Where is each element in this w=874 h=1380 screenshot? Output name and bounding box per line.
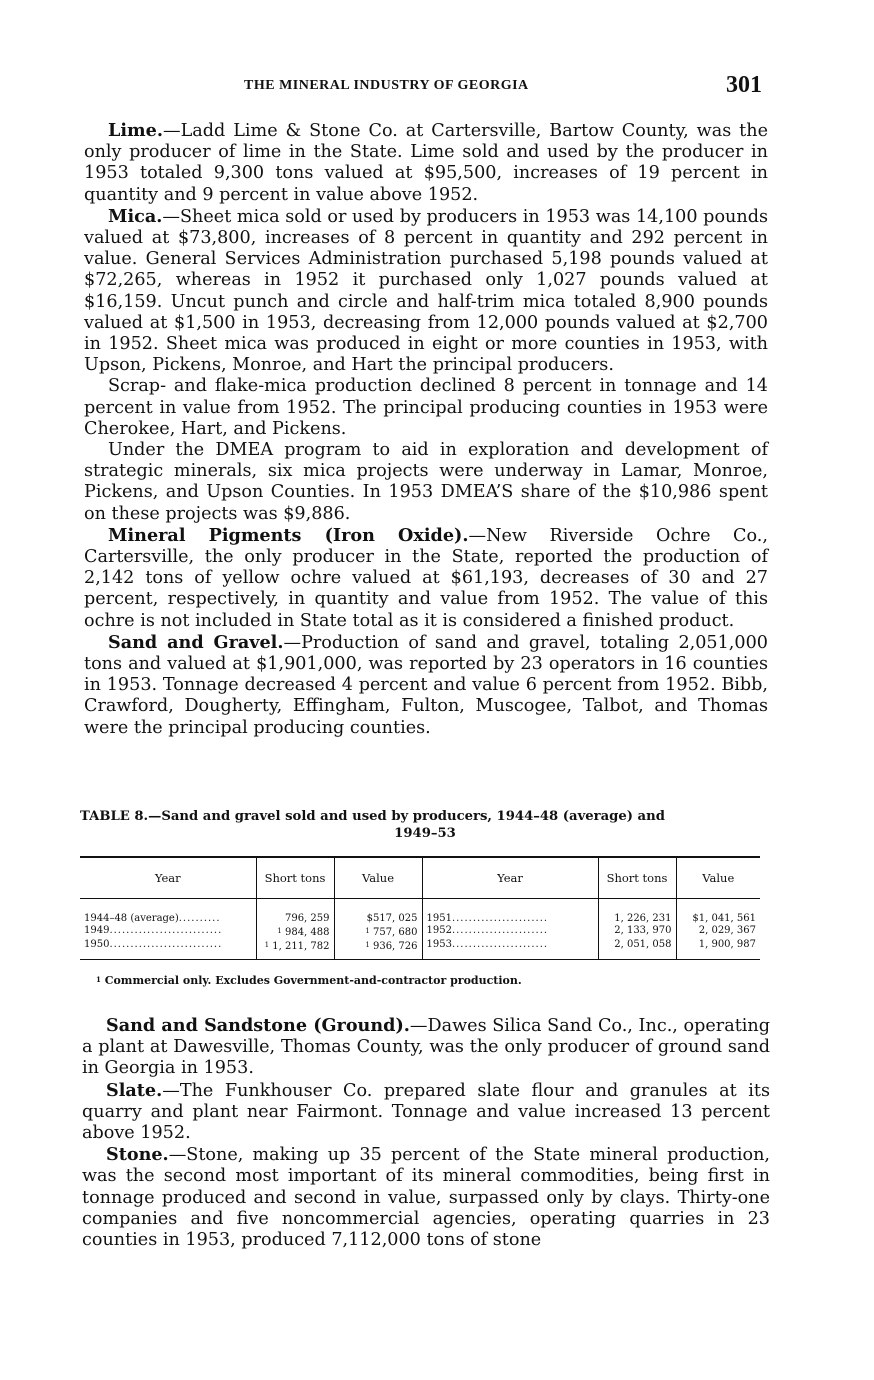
paragraph-mineral-pigments — [84, 525, 768, 632]
cell-year: 1949........................... — [80, 925, 256, 939]
cell-value: $^1$ 936, 726 — [334, 939, 422, 960]
heading-mica: Mica. — [108, 205, 163, 227]
footnote-mark: 1 — [264, 941, 270, 949]
paragraph-sand-sandstone — [82, 1015, 770, 1080]
heading-lime: Lime. — [108, 120, 163, 141]
header-year-right: Year — [422, 857, 598, 899]
cell-tons: 2, 051, 058 — [598, 939, 676, 960]
text-mica: —Sheet mica sold or used by producers in 1953 was 14,100 pounds valued at $73,800, increases of 8 percent in quantity and 292 percent in value. General Services Administration purchased 5,198 pounds valued at $72,265, whereas in 1952 it purchased only 1,027 pounds valued at $16,159. Uncut punch and circle and half-trim mica totaled 8,900 pounds valued at $1,500 in 1953, decreasing from 12,000 pounds valued at $2,700 in 1952. Sheet mica was produced in eight or more counties in 1953, with Upson, Pickens, Monroe, and Hart the principal producers. — [84, 206, 768, 376]
cell-tons: 2, 133, 970 — [598, 925, 676, 939]
heading-sand-gravel: Sand and Gravel. — [108, 631, 284, 653]
cell-year: 1950........................... — [80, 939, 256, 960]
sand-gravel-table — [80, 856, 760, 960]
page-header — [84, 72, 768, 106]
cell-value: $517, 025 — [334, 899, 422, 926]
table-footnote — [96, 974, 522, 987]
table-header-row — [80, 857, 760, 899]
cell-value: $1, 041, 561 — [692, 913, 756, 924]
heading-slate: Slate. — [106, 1079, 163, 1101]
footnote-mark: 1 — [277, 927, 282, 935]
paragraph-dmea: Under the DMEA program to aid in exploration and development of strategic minerals, six mica projects were underway in Lamar, Monroe, Pickens, and Upson Counties. In 1953 DMEA’S share of the $10,986 spent on these projects was $9,886. — [84, 440, 768, 524]
header-value-left: Value — [334, 857, 422, 899]
table-row — [80, 939, 760, 960]
paragraph-sand-gravel — [84, 632, 768, 739]
cell-tons: 796, 259 — [256, 899, 334, 926]
page-number: 301 — [726, 72, 762, 98]
heading-mineral-pigments: Mineral Pigments (Iron Oxide). — [108, 524, 469, 546]
footnote-text: Commercial only. Excludes Government-and-contractor production. — [104, 974, 522, 987]
table-caption — [80, 808, 770, 842]
heading-stone: Stone. — [106, 1144, 169, 1166]
table-caption-line2: 1949–53 — [394, 826, 456, 841]
paragraph-scrap-mica: Scrap- and flake-mica production declined 8 percent in tonnage and 14 percent in value from 1952. The principal producing counties in 1953 were Cherokee, Hart, and Pickens. — [84, 376, 768, 439]
cell-tons: 1, 226, 231 — [598, 899, 676, 926]
table-row — [80, 899, 760, 926]
text-stone: —Stone, making up 35 percent of the State mineral production, was the second most important of its mineral commodities, being first in tonnage produced and second in value, surpassed only by clays. Thirty-one companies and five noncommercial agencies, operating quarries in 23 counties in 1953, produced 7,112,000 tons of stone — [82, 1145, 770, 1251]
footnote-mark: 1 — [365, 941, 370, 949]
footnote-mark: 1 — [365, 927, 370, 935]
table-row — [80, 925, 760, 939]
paragraph-slate — [82, 1080, 770, 1145]
text-lime: —Ladd Lime & Stone Co. at Cartersville, Bartow County, was the only producer of lime in the State. Lime sold and used by the producer in 1953 totaled 9,300 tons valued at $95,500, increases of 19 percent in quantity and 9 percent in value above 1952. — [84, 121, 768, 205]
heading-sand-sandstone: Sand and Sandstone (Ground). — [106, 1015, 410, 1036]
cell-tons: $^1$ 984, 488 — [256, 925, 334, 939]
cell-year: 1944–48 (average).......... — [80, 899, 256, 926]
footnote-mark: 1 — [96, 975, 101, 984]
paragraph-mica — [84, 206, 768, 377]
header-value-right: Value — [676, 857, 760, 899]
cell-tons: $^1$ 1, 211, 782 — [256, 939, 334, 960]
cell-value: 1, 900, 987 — [676, 939, 760, 960]
cell-year: 1952....................... — [422, 925, 598, 939]
lower-text — [82, 1015, 770, 1251]
cell-year: 1951....................... — [422, 899, 598, 926]
main-text — [84, 120, 768, 739]
header-short-tons-right: Short tons — [598, 857, 676, 899]
text-mineral-pigments: —New Riverside Ochre Co., Cartersville, the only producer in the State, reported the production of 2,142 tons of yellow ochre valued at $61,193, decreases of 30 and 27 percent, respectively, in quantity and value from 1952. The value of this ochre is not included in State total as it is considered a finished product. — [84, 525, 768, 631]
header-short-tons-left: Short tons — [256, 857, 334, 899]
text-sand-gravel: —Production of sand and gravel, totaling 2,051,000 tons and valued at $1,901,000, was reported by 23 operators in 16 counties in 1953. Tonnage decreased 4 percent and value 6 percent from 1952. Bibb, Crawford, Dougherty, Effingham, Fulton, Muscogee, Talbot, and Thomas were the principal producing counties. — [84, 632, 768, 738]
cell-value: $^1$ 757, 680 — [334, 925, 422, 939]
table-caption-line1: TABLE 8.—Sand and gravel sold and used by producers, 1944–48 (average) and — [80, 809, 665, 824]
text-sand-sandstone: —Dawes Silica Sand Co., Inc., operating a plant at Dawesville, Thomas County, was the only producer of ground sand in Georgia in 1953. — [82, 1016, 770, 1079]
cell-year: 1953....................... — [422, 939, 598, 960]
paragraph-lime — [84, 120, 768, 206]
header-year-left: Year — [80, 857, 256, 899]
text-slate: —The Funkhouser Co. prepared slate flour and granules at its quarry and plant near Fairmont. Tonnage and value increased 13 percent above 1952. — [82, 1080, 770, 1144]
paragraph-stone — [82, 1144, 770, 1251]
running-title: THE MINERAL INDUSTRY OF GEORGIA — [244, 78, 529, 93]
cell-value: 2, 029, 367 — [698, 925, 756, 936]
